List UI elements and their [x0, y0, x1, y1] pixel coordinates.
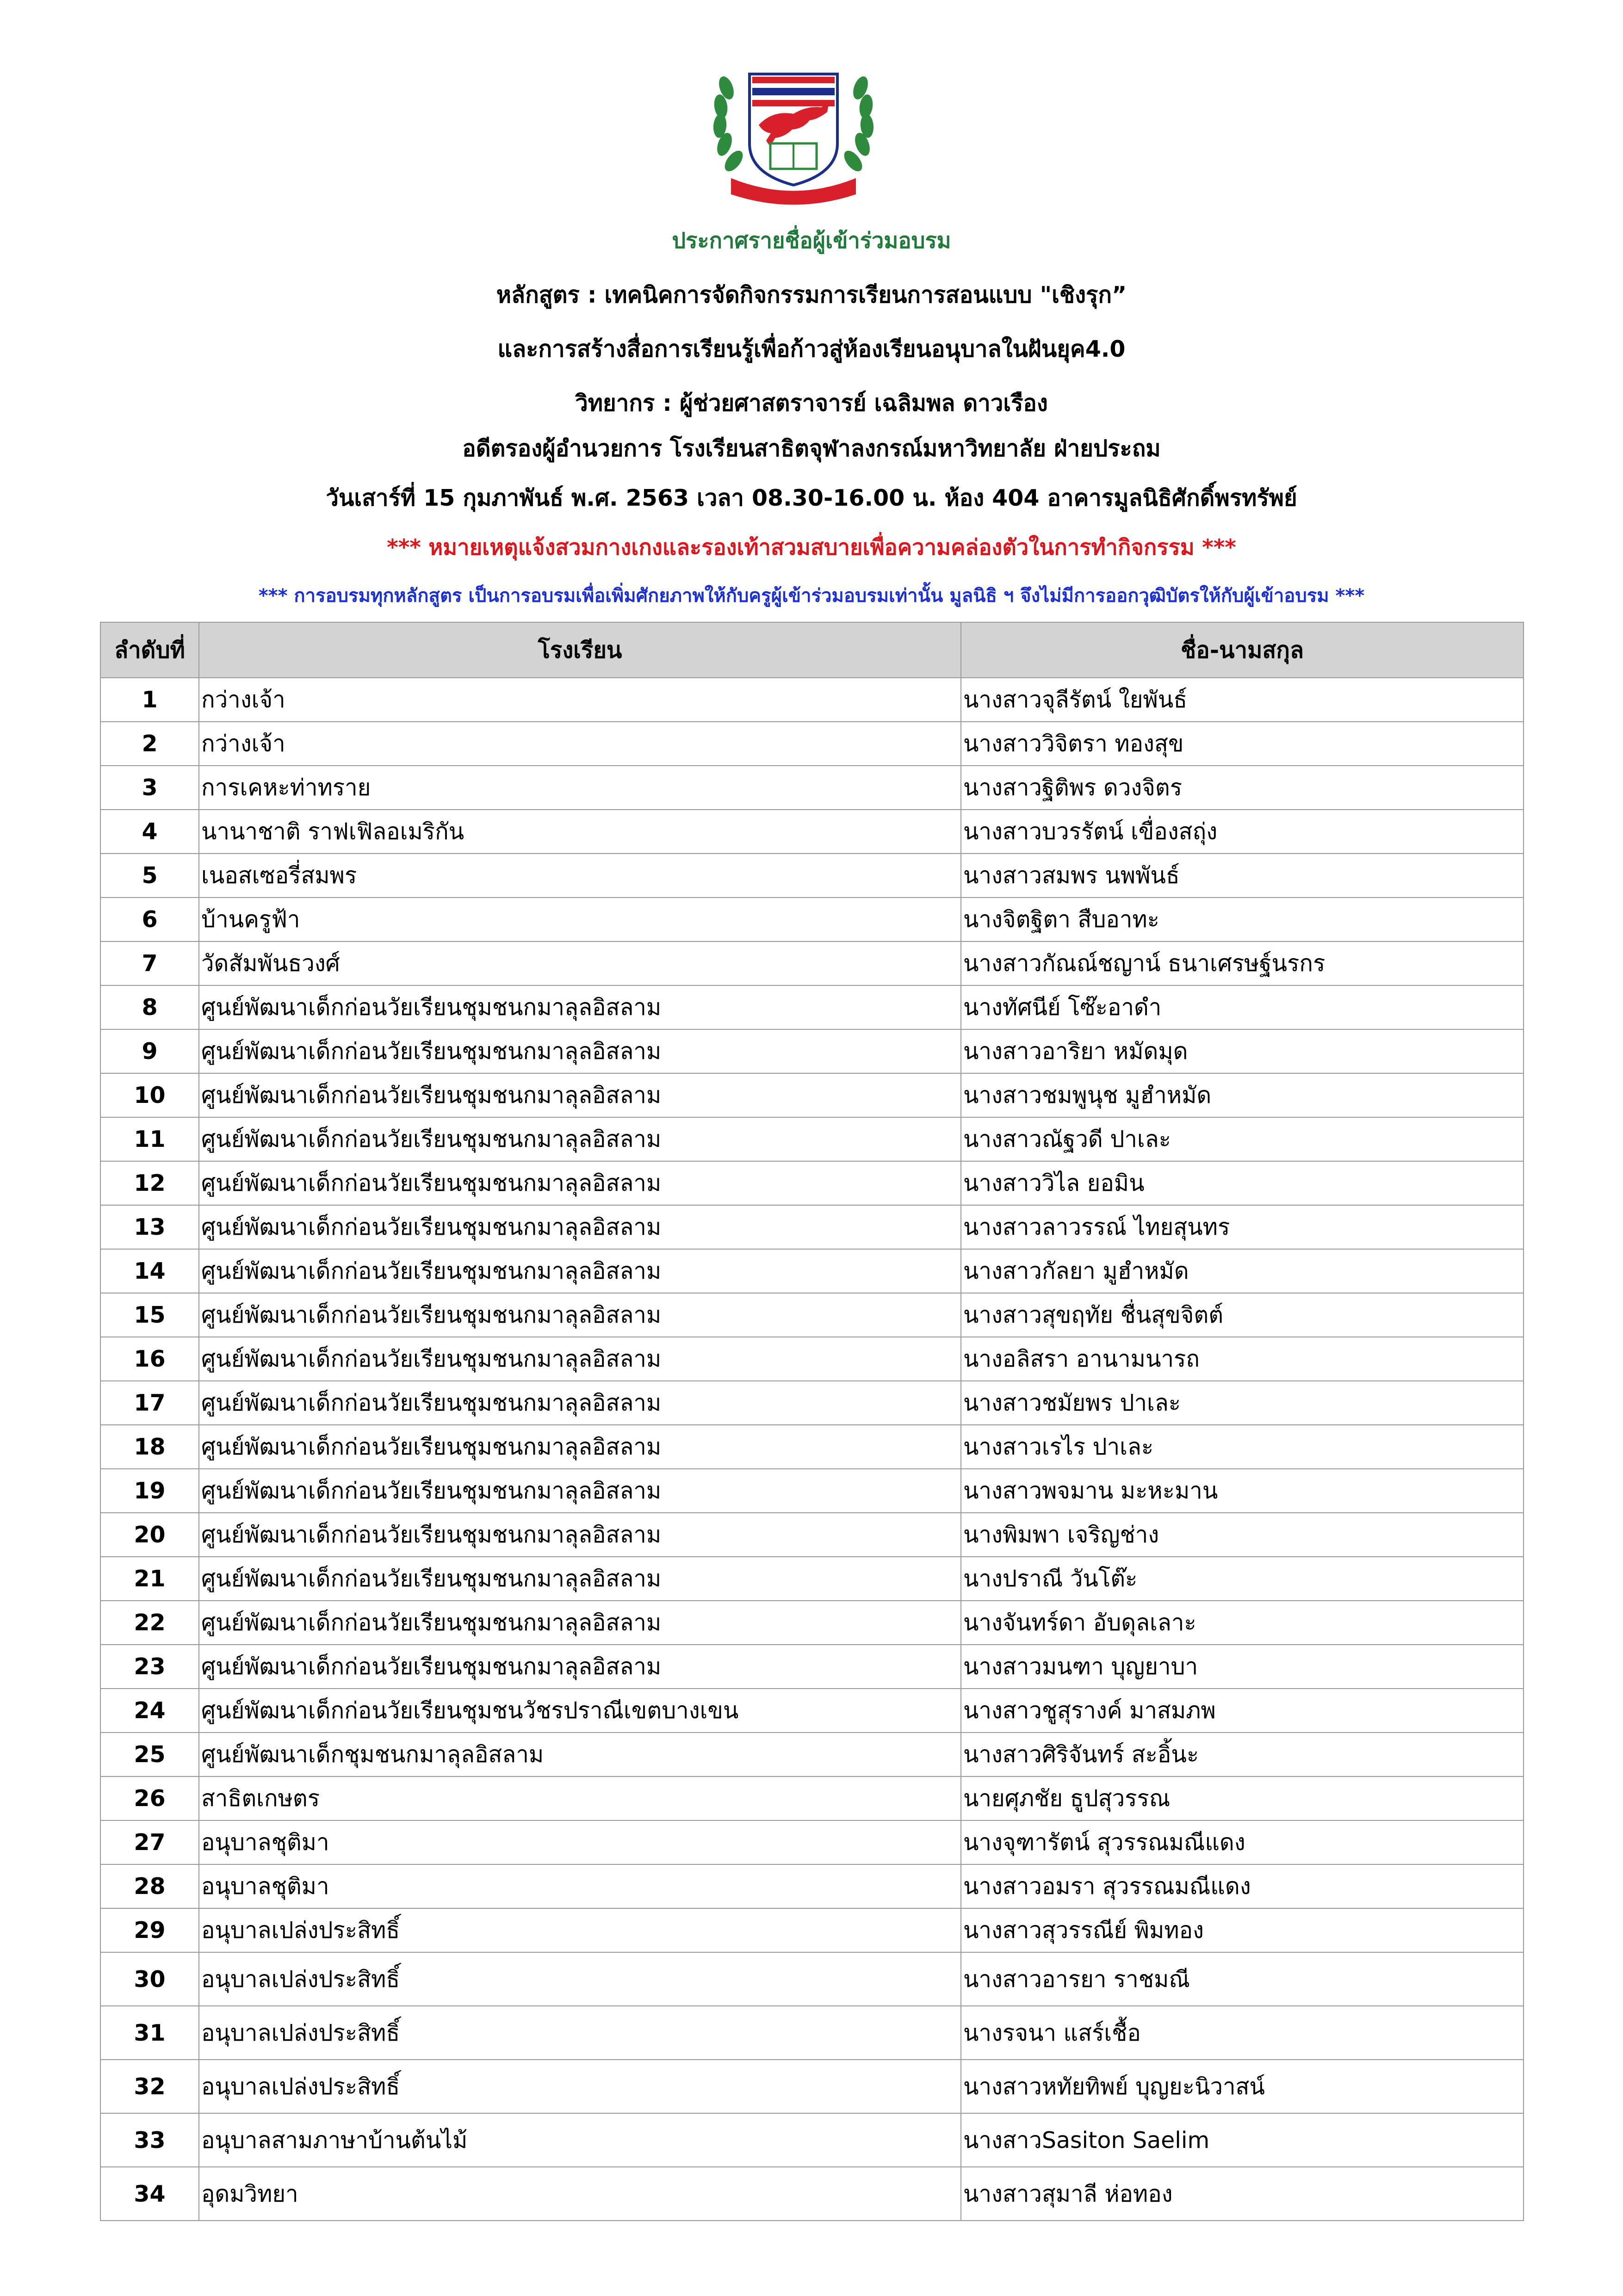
row-number: 27 [100, 1820, 199, 1864]
row-school: ศูนย์พัฒนาเด็กก่อนวัยเรียนชุมชนวัชรปราณีเขตบางเขน [199, 1689, 961, 1733]
table-row [100, 1601, 1524, 1645]
table-row [100, 2006, 1524, 2060]
row-participant-name: นางสาวหทัยทิพย์ บุญยะนิวาสน์ [961, 2060, 1524, 2113]
table-row [100, 1425, 1524, 1469]
row-number: 12 [100, 1161, 199, 1205]
row-number: 8 [100, 985, 199, 1029]
row-school: นานาชาติ ราฟเฟิลอเมริกัน [199, 810, 961, 854]
row-participant-name: นางสาวอาริยา หมัดมุด [961, 1029, 1524, 1073]
row-participant-name: นางสาวพจมาน มะหะมาน [961, 1469, 1524, 1513]
table-row [100, 985, 1524, 1029]
row-participant-name: นางอลิสรา อานามนารถ [961, 1337, 1524, 1381]
table-row [100, 766, 1524, 810]
row-number: 18 [100, 1425, 199, 1469]
row-number: 28 [100, 1864, 199, 1908]
row-number: 1 [100, 678, 199, 722]
row-school: กว่างเจ้า [199, 722, 961, 766]
row-number: 31 [100, 2006, 199, 2060]
table-row [100, 722, 1524, 766]
row-participant-name: นางสาวชมัยพร ปาเละ [961, 1381, 1524, 1425]
row-number: 32 [100, 2060, 199, 2113]
row-school: สาธิตเกษตร [199, 1776, 961, 1820]
row-school: ศูนย์พัฒนาเด็กก่อนวัยเรียนชุมชนกมาลุลอิสลาม [199, 985, 961, 1029]
row-participant-name: นางสาวSasiton Saelim [961, 2113, 1524, 2167]
row-school: ศูนย์พัฒนาเด็กก่อนวัยเรียนชุมชนกมาลุลอิสลาม [199, 1645, 961, 1689]
row-number: 4 [100, 810, 199, 854]
row-school: ศูนย์พัฒนาเด็กก่อนวัยเรียนชุมชนกมาลุลอิสลาม [199, 1073, 961, 1117]
table-row [100, 1820, 1524, 1864]
school-logo [694, 56, 893, 208]
table-row [100, 1645, 1524, 1689]
row-participant-name: นางสาววิไล ยอมิน [961, 1161, 1524, 1205]
announcement-title: ประกาศรายชื่อผู้เข้าร่วมอบรม [672, 228, 951, 254]
row-participant-name: นางสาวกัลยา มูฮำหมัด [961, 1249, 1524, 1293]
row-number: 9 [100, 1029, 199, 1073]
row-school: อุดมวิทยา [199, 2167, 961, 2221]
certificate-notice: *** การอบรมทุกหลักสูตร เป็นการอบรมเพื่อเพิ่มศักยภาพให้กับครูผู้เข้าร่วมอบรมเท่านั้น มูลนิธิ ฯ จึงไม่มีการออกวุฒิบัตรให้กับผู้เข้าอบรม *** [258, 585, 1365, 606]
row-participant-name: นางสาวสุขฤทัย ชื่นสุขจิตต์ [961, 1293, 1524, 1337]
row-participant-name: นางสาวสมพร นพพันธ์ [961, 854, 1524, 897]
row-participant-name: นางสาวศิริจันทร์ สะอิ้นะ [961, 1733, 1524, 1776]
table-row [100, 1864, 1524, 1908]
row-school: ศูนย์พัฒนาเด็กก่อนวัยเรียนชุมชนกมาลุลอิสลาม [199, 1117, 961, 1161]
table-row [100, 1381, 1524, 1425]
dress-code-note: *** หมายเหตุแจ้งสวมกางเกงและรองเท้าสวมสบายเพื่อความคล่องตัวในการทำกิจกรรม *** [387, 535, 1236, 560]
row-number: 20 [100, 1513, 199, 1557]
row-participant-name: นางสาวกัณณ์ชญาน์ ธนาเศรษฐ์นรกร [961, 941, 1524, 985]
row-school: ศูนย์พัฒนาเด็กก่อนวัยเรียนชุมชนกมาลุลอิสลาม [199, 1205, 961, 1249]
row-school: บ้านครูฟ้า [199, 897, 961, 941]
row-school: ศูนย์พัฒนาเด็กก่อนวัยเรียนชุมชนกมาลุลอิสลาม [199, 1161, 961, 1205]
row-participant-name: นายศุภชัย ธูปสุวรรณ [961, 1776, 1524, 1820]
row-school: เนอสเซอรี่สมพร [199, 854, 961, 897]
row-number: 7 [100, 941, 199, 985]
row-participant-name: นางสาวมนฑา บุญยาบา [961, 1645, 1524, 1689]
row-participant-name: นางทัศนีย์ โซ๊ะอาดำ [961, 985, 1524, 1029]
table-header-row [100, 622, 1524, 678]
row-school: อนุบาลเปล่งประสิทธิ์ [199, 1908, 961, 1952]
row-school: ศูนย์พัฒนาเด็กก่อนวัยเรียนชุมชนกมาลุลอิสลาม [199, 1293, 961, 1337]
row-number: 11 [100, 1117, 199, 1161]
row-number: 15 [100, 1293, 199, 1337]
row-participant-name: นางสาวสุมาลี ห่อทอง [961, 2167, 1524, 2221]
course-title-line-1: หลักสูตร : เทคนิคการจัดกิจกรรมการเรียนการสอนแบบ "เชิงรุก” [496, 282, 1127, 308]
table-row [100, 1908, 1524, 1952]
row-school: ศูนย์พัฒนาเด็กก่อนวัยเรียนชุมชนกมาลุลอิสลาม [199, 1469, 961, 1513]
row-participant-name: นางสาวจุลีรัตน์ ใยพันธ์ [961, 678, 1524, 722]
table-row [100, 678, 1524, 722]
date-time-location: วันเสาร์ที่ 15 กุมภาพันธ์ พ.ศ. 2563 เวลา 08.30-16.00 น. ห้อง 404 อาคารมูลนิธิศักดิ์พรทรัพย์ [326, 485, 1297, 511]
row-school: อนุบาลเปล่งประสิทธิ์ [199, 1952, 961, 2006]
row-number: 29 [100, 1908, 199, 1952]
row-participant-name: นางพิมพา เจริญช่าง [961, 1513, 1524, 1557]
row-number: 2 [100, 722, 199, 766]
row-number: 22 [100, 1601, 199, 1645]
participant-table [100, 622, 1524, 2221]
row-number: 10 [100, 1073, 199, 1117]
row-school: ศูนย์พัฒนาเด็กก่อนวัยเรียนชุมชนกมาลุลอิสลาม [199, 1601, 961, 1645]
row-school: ศูนย์พัฒนาเด็กก่อนวัยเรียนชุมชนกมาลุลอิสลาม [199, 1029, 961, 1073]
row-school: ศูนย์พัฒนาเด็กก่อนวัยเรียนชุมชนกมาลุลอิสลาม [199, 1337, 961, 1381]
row-participant-name: นางปราณี วันโต๊ะ [961, 1557, 1524, 1601]
row-participant-name: นางสาวลาวรรณ์ ไทยสุนทร [961, 1205, 1524, 1249]
table-row [100, 810, 1524, 854]
row-number: 17 [100, 1381, 199, 1425]
course-title-line-2: และการสร้างสื่อการเรียนรู้เพื่อก้าวสู่ห้องเรียนอนุบาลในฝันยุค4.0 [497, 336, 1126, 362]
table-row [100, 1337, 1524, 1381]
row-school: ศูนย์พัฒนาเด็กก่อนวัยเรียนชุมชนกมาลุลอิสลาม [199, 1381, 961, 1425]
row-participant-name: นางสาวชมพูนุช มูฮำหมัด [961, 1073, 1524, 1117]
row-number: 23 [100, 1645, 199, 1689]
table-row [100, 1513, 1524, 1557]
row-number: 14 [100, 1249, 199, 1293]
row-school: อนุบาลชุติมา [199, 1820, 961, 1864]
row-participant-name: นางจิตฐิตา สืบอาทะ [961, 897, 1524, 941]
row-number: 33 [100, 2113, 199, 2167]
row-school: วัดสัมพันธวงศ์ [199, 941, 961, 985]
speaker-line: วิทยากร : ผู้ช่วยศาสตราจารย์ เฉลิมพล ดาวเรือง [575, 390, 1048, 416]
row-participant-name: นางสาวอมรา สุวรรณมณีแดง [961, 1864, 1524, 1908]
row-school: การเคหะท่าทราย [199, 766, 961, 810]
table-row [100, 2113, 1524, 2167]
row-school: ศูนย์พัฒนาเด็กก่อนวัยเรียนชุมชนกมาลุลอิสลาม [199, 1513, 961, 1557]
row-school: ศูนย์พัฒนาเด็กก่อนวัยเรียนชุมชนกมาลุลอิสลาม [199, 1557, 961, 1601]
row-participant-name: นางสาวณัฐวดี ปาเละ [961, 1117, 1524, 1161]
header-no: ลำดับที่ [100, 622, 199, 678]
table-row [100, 1029, 1524, 1073]
row-number: 30 [100, 1952, 199, 2006]
row-number: 6 [100, 897, 199, 941]
row-school: อนุบาลชุติมา [199, 1864, 961, 1908]
table-row [100, 1776, 1524, 1820]
row-school: อนุบาลเปล่งประสิทธิ์ [199, 2006, 961, 2060]
row-participant-name: นางสาวฐิติพร ดวงจิตร [961, 766, 1524, 810]
row-participant-name: นางสาวเรไร ปาเละ [961, 1425, 1524, 1469]
row-participant-name: นางจันทร์ดา อับดุลเลาะ [961, 1601, 1524, 1645]
row-number: 5 [100, 854, 199, 897]
row-number: 19 [100, 1469, 199, 1513]
header-name: ชื่อ-นามสกุล [961, 622, 1524, 678]
row-number: 25 [100, 1733, 199, 1776]
row-school: กว่างเจ้า [199, 678, 961, 722]
table-row [100, 2060, 1524, 2113]
row-participant-name: นางสาวชูสุรางค์ มาสมภพ [961, 1689, 1524, 1733]
row-school: อนุบาลเปล่งประสิทธิ์ [199, 2060, 961, 2113]
row-participant-name: นางสาวบวรรัตน์ เขื่องสถุ่ง [961, 810, 1524, 854]
table-row [100, 1952, 1524, 2006]
row-participant-name: นางสาววิจิตรา ทองสุข [961, 722, 1524, 766]
header-school: โรงเรียน [199, 622, 961, 678]
row-school: ศูนย์พัฒนาเด็กชุมชนกมาลุลอิสลาม [199, 1733, 961, 1776]
row-school: ศูนย์พัฒนาเด็กก่อนวัยเรียนชุมชนกมาลุลอิสลาม [199, 1425, 961, 1469]
row-number: 13 [100, 1205, 199, 1249]
table-row [100, 1557, 1524, 1601]
table-row [100, 941, 1524, 985]
table-row [100, 1689, 1524, 1733]
row-number: 26 [100, 1776, 199, 1820]
table-row [100, 1073, 1524, 1117]
row-school: ศูนย์พัฒนาเด็กก่อนวัยเรียนชุมชนกมาลุลอิสลาม [199, 1249, 961, 1293]
table-row [100, 1161, 1524, 1205]
table-row [100, 1117, 1524, 1161]
table-row [100, 854, 1524, 897]
table-row [100, 1249, 1524, 1293]
row-participant-name: นางสาวสุวรรณีย์ พิมทอง [961, 1908, 1524, 1952]
table-row [100, 897, 1524, 941]
row-school: อนุบาลสามภาษาบ้านต้นไม้ [199, 2113, 961, 2167]
table-row [100, 1205, 1524, 1249]
table-row [100, 2167, 1524, 2221]
speaker-former-position: อดีตรองผู้อำนวยการ โรงเรียนสาธิตจุฬาลงกรณ์มหาวิทยาลัย ฝ่ายประถม [462, 435, 1161, 462]
row-participant-name: นางสาวอารยา ราชมณี [961, 1952, 1524, 2006]
row-participant-name: นางจุฑารัตน์ สุวรรณมณีแดง [961, 1820, 1524, 1864]
row-participant-name: นางรจนา แสร์เชื้อ [961, 2006, 1524, 2060]
table-row [100, 1733, 1524, 1776]
row-number: 24 [100, 1689, 199, 1733]
row-number: 3 [100, 766, 199, 810]
row-number: 34 [100, 2167, 199, 2221]
table-row [100, 1293, 1524, 1337]
table-row [100, 1469, 1524, 1513]
row-number: 16 [100, 1337, 199, 1381]
row-number: 21 [100, 1557, 199, 1601]
